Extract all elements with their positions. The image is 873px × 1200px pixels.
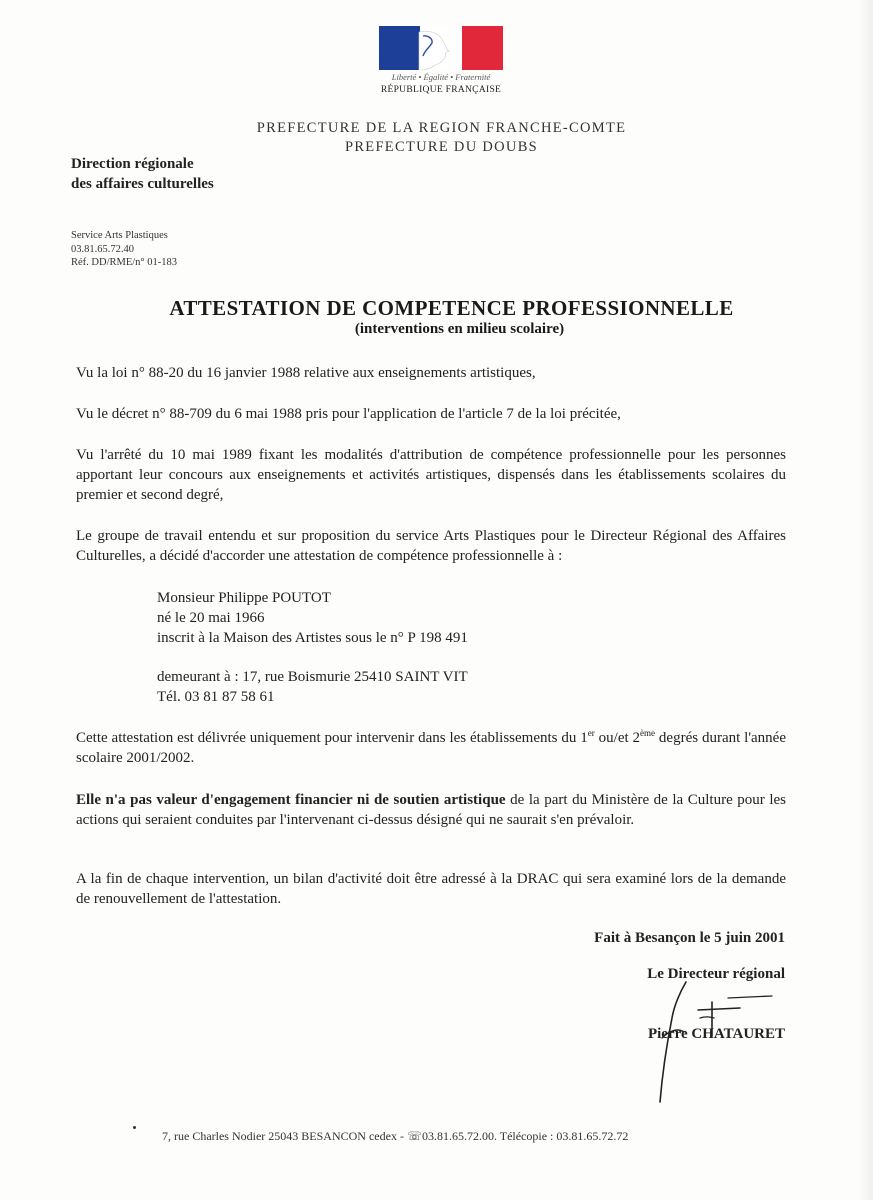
- prefecture-line-1: PREFECTURE DE LA REGION FRANCHE-COMTE: [256, 120, 627, 136]
- signature-name: Pierre CHATAURET: [647, 1026, 785, 1042]
- footer-dot: [133, 1126, 136, 1129]
- direction-line-1: Direction régionale: [71, 156, 194, 172]
- handwritten-signature-icon: [640, 978, 780, 1106]
- republic-motto: Liberté • Égalité • Fraternité: [391, 72, 491, 82]
- validity-sup-2: ème: [640, 728, 656, 738]
- paragraph-bilan: A la fin de chaque intervention, un bilan d'activité doit être adressé à la DRAC qui sera examiné lors de la demande de renouvellement de l'attestation.: [76, 871, 786, 907]
- marianne-flag-icon: [379, 26, 503, 70]
- document-subtitle: (interventions en milieu scolaire): [354, 321, 565, 337]
- service-reference: Réf. DD/RME/n° 01-183: [71, 257, 177, 268]
- validity-text-3: degrés durant l'année scolaire 2001/2002.: [76, 730, 786, 766]
- signature-place-date: Fait à Besançon le 5 juin 2001: [594, 930, 785, 946]
- document-title: ATTESTATION DE COMPETENCE PROFESSIONNELLE: [169, 296, 734, 320]
- paragraph-decret: Vu le décret n° 88-709 du 6 mai 1988 pris pour l'application de l'article 7 de la loi précitée,: [76, 406, 621, 422]
- paragraph-groupe: Le groupe de travail entendu et sur proposition du service Arts Plastiques pour le Directeur Régional des Affaires Culturelles, a décidé d'accorder une attestation de compétence professionnelle à :: [76, 528, 786, 564]
- paragraph-validity: [76, 728, 786, 768]
- paragraph-engagement: [76, 790, 786, 830]
- engagement-bold: Elle n'a pas valeur d'engagement financier ni de soutien artistique: [76, 792, 506, 808]
- validity-text-1: Cette attestation est délivrée uniquement pour intervenir dans les établissements du 1: [76, 730, 588, 746]
- validity-text-2: ou/et 2: [594, 730, 641, 746]
- republic-logo: [374, 24, 508, 106]
- validity-sup-1: er: [587, 728, 595, 738]
- footer-address: 7, rue Charles Nodier 25043 BESANCON cedex - ☏03.81.65.72.00. Télécopie : 03.81.65.72.72: [162, 1129, 629, 1143]
- service-phone: 03.81.65.72.40: [71, 243, 134, 255]
- beneficiary-address: demeurant à : 17, rue Boismurie 25410 SAINT VIT: [157, 669, 468, 685]
- beneficiary-contact: [157, 667, 468, 707]
- prefecture-line-2: PREFECTURE DU DOUBS: [344, 139, 539, 155]
- republic-name: RÉPUBLIQUE FRANÇAISE: [380, 85, 502, 95]
- service-block: [71, 229, 177, 270]
- prefecture-heading: [0, 119, 873, 157]
- service-name: Service Arts Plastiques: [71, 230, 168, 241]
- beneficiary-birth: né le 20 mai 1966: [157, 610, 265, 626]
- direction-line-2: des affaires culturelles: [71, 176, 214, 192]
- page-edge-shadow: [859, 0, 873, 1200]
- beneficiary-block: [157, 588, 468, 648]
- engagement-rest: de la part du Ministère de la Culture pour les actions qui seraient conduites par l'intervenant ci-dessus désigné qui ne saurait s'en prévaloir.: [76, 792, 786, 828]
- signature-role: Le Directeur régional: [647, 966, 785, 982]
- beneficiary-registration: inscrit à la Maison des Artistes sous le n° P 198 491: [157, 630, 468, 646]
- direction-block: [71, 154, 214, 194]
- paragraph-arrete: Vu l'arrêté du 10 mai 1989 fixant les modalités d'attribution de compétence professionnelle pour les personnes apportant leur concours aux enseignements et activités artistiques, dispensés dans les établissements scolaires du premier et second degré,: [76, 447, 786, 503]
- beneficiary-name: Monsieur Philippe POUTOT: [157, 590, 331, 606]
- beneficiary-phone: Tél. 03 81 87 58 61: [157, 689, 275, 705]
- paragraph-loi: Vu la loi n° 88-20 du 16 janvier 1988 relative aux enseignements artistiques,: [76, 365, 536, 381]
